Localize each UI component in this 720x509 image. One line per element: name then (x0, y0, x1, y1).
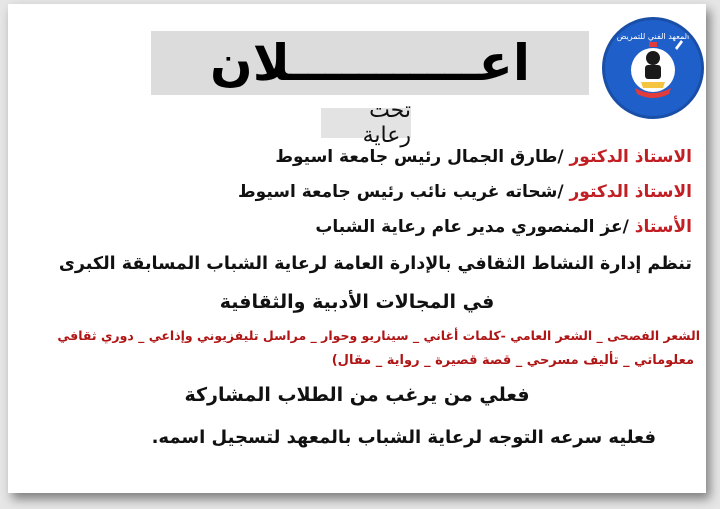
patron-line-2 (238, 182, 692, 202)
under-patronage-box (321, 98, 411, 148)
fields-line-1: الشعر الفصحى _ الشعر العامي -كلمات أغاني _ سيناريو وحوار _ مراسل تليفزيوني وإذاعي _ دوري ثقافي (57, 328, 700, 343)
institute-logo (602, 17, 704, 119)
patron-title: الأستاذ (634, 217, 692, 237)
closing-line-2: فعليه سرعه التوجه لرعاية الشباب بالمعهد لتسجيل اسمه. (151, 427, 656, 448)
announcement-line-2: في المجالات الأدبية والثقافية (219, 291, 495, 313)
closing-line-1: فعلي من يرغب من الطلاب المشاركة (184, 384, 530, 406)
announcement-card (8, 4, 706, 493)
patron-title: الاستاذ الدكتور (569, 182, 692, 202)
patron-line-1 (275, 147, 692, 167)
announcement-line-1: تنظم إدارة النشاط الثقافي بالإدارة العامة لرعاية الشباب المسابقة الكبرى (58, 254, 692, 274)
logo-text: المعهد الفني للتمريض (616, 32, 690, 41)
fields-line-2: معلوماتي _ تأليف مسرحي _ قصة قصيرة _ رواية _ مقال) (331, 353, 694, 368)
nurse-emblem-icon (605, 20, 701, 116)
patron-name: /طارق الجمال رئيس جامعة اسيوط (275, 147, 564, 167)
patron-title: الاستاذ الدكتور (569, 147, 692, 167)
page-title: اعـــــــــــلان (210, 34, 530, 92)
patron-line-3 (315, 217, 692, 237)
patron-name: /شحاته غريب نائب رئيس جامعة اسيوط (238, 182, 564, 202)
title-banner (151, 31, 589, 95)
under-patronage-label: تحت رعاية (362, 98, 411, 148)
patron-name: /عز المنصوري مدير عام رعاية الشباب (315, 217, 629, 237)
